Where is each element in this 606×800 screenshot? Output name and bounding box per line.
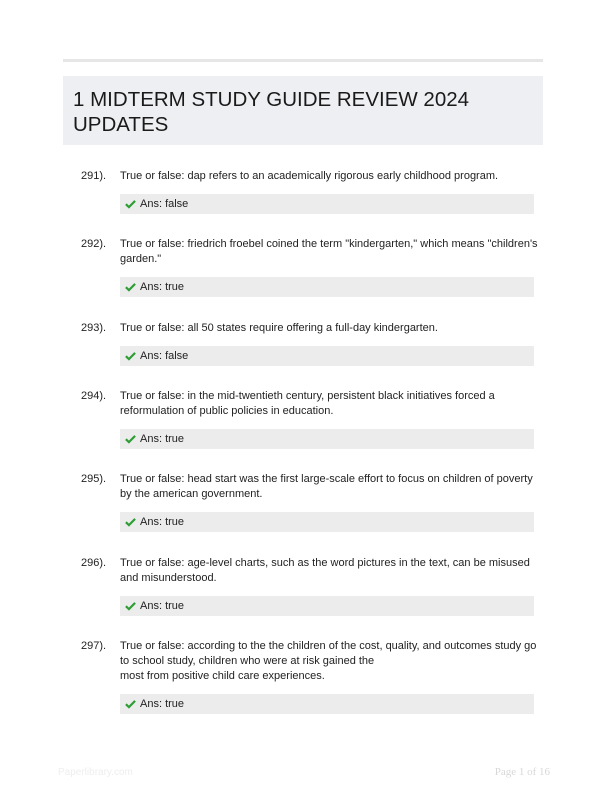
answer-box bbox=[120, 694, 534, 714]
answer-box bbox=[120, 429, 534, 449]
answer-text: Ans: true bbox=[140, 516, 185, 528]
answer-box bbox=[120, 277, 534, 297]
check-icon bbox=[125, 434, 136, 444]
check-icon bbox=[125, 351, 136, 361]
question-number: 297). bbox=[81, 640, 107, 652]
question-text: True or false: head start was the first large-scale effort to focus on children of poverty by the american government. bbox=[120, 473, 533, 500]
question-number: 296). bbox=[81, 557, 107, 569]
question-text: True or false: according to the the children of the cost, quality, and outcomes study go to school study, children who were at risk gained the most from positive child care experiences. bbox=[120, 640, 537, 682]
answer-box bbox=[120, 512, 534, 532]
answer-box bbox=[120, 596, 534, 616]
answer-text: Ans: true bbox=[140, 698, 185, 710]
check-icon bbox=[125, 199, 136, 209]
answer-text: Ans: true bbox=[140, 433, 185, 445]
check-icon bbox=[125, 699, 136, 709]
answer-text: Ans: false bbox=[140, 198, 189, 210]
page-number: Page 1 of 16 bbox=[494, 766, 550, 778]
question-text: True or false: all 50 states require offering a full-day kindergarten. bbox=[120, 322, 438, 334]
question-text: True or false: in the mid-twentieth century, persistent black initiatives forced a reformulation of public policies in education. bbox=[120, 390, 495, 417]
answer-text: Ans: false bbox=[140, 350, 189, 362]
question-number: 292). bbox=[81, 238, 107, 250]
check-icon bbox=[125, 282, 136, 292]
answer-text: Ans: true bbox=[140, 281, 185, 293]
question-text: True or false: age-level charts, such as the word pictures in the text, can be misused and misunderstood. bbox=[120, 557, 530, 584]
check-icon bbox=[125, 517, 136, 527]
question-number: 291). bbox=[81, 170, 107, 182]
question-number: 295). bbox=[81, 473, 107, 485]
question-text: True or false: friedrich froebel coined the term "kindergarten," which means "children's garden." bbox=[120, 238, 538, 265]
question-number: 293). bbox=[81, 322, 107, 334]
footer-watermark: Paperlibrary.com bbox=[58, 767, 133, 778]
answer-box bbox=[120, 194, 534, 214]
answer-text: Ans: true bbox=[140, 600, 185, 612]
answer-box bbox=[120, 346, 534, 366]
question-number: 294). bbox=[81, 390, 107, 402]
check-icon bbox=[125, 601, 136, 611]
page-title: 1 MIDTERM STUDY GUIDE REVIEW 2024 UPDATES bbox=[73, 88, 470, 136]
question-text: True or false: dap refers to an academically rigorous early childhood program. bbox=[120, 170, 499, 182]
